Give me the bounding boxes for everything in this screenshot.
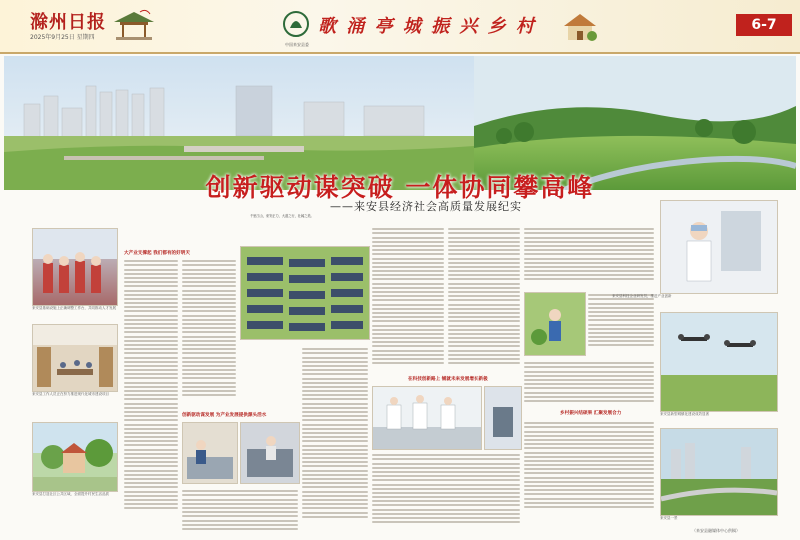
article-text <box>524 420 654 520</box>
photo-lab-tech <box>660 200 778 294</box>
photo-robotics <box>484 386 522 450</box>
section-title: 乡村振兴结硕果 汇聚发展合力 <box>560 411 622 416</box>
article-headline: 创新驱动谋突破 一体协同攀高峰 <box>205 173 595 202</box>
photo-workers <box>182 422 238 484</box>
article-text <box>372 452 520 532</box>
page-number: 6-7 <box>736 14 792 36</box>
paper-name: 滁州日报 <box>30 12 106 33</box>
article-text <box>124 258 178 530</box>
logo-caption: 中国来安县委 <box>285 42 309 47</box>
section-title: 大产业支撑起 我们都有的好明天 <box>124 251 190 256</box>
pavilion-icon <box>110 8 158 42</box>
section-title: 在科技创新路上 铺就未来发展增长新极 <box>408 377 488 382</box>
article-text <box>524 360 654 406</box>
photo-factory <box>240 422 300 484</box>
section-title: 创新驱动谋发展 为产业发展提供源头活水 <box>182 413 267 418</box>
photo-students <box>32 228 118 306</box>
photo-caption: 来安县打造社区公共区域，全面提升村民生活品质 <box>32 492 109 496</box>
photo-caption: 来安县科技企业研发员，推进产业创新 <box>612 294 672 298</box>
photo-drones <box>660 312 778 412</box>
photo-caption: 来安县新型城镇化建设成效显著 <box>660 412 709 416</box>
article-text <box>182 258 236 408</box>
photo-solar-farm <box>240 246 370 340</box>
photo-farmer <box>524 292 586 356</box>
article-text <box>524 226 654 288</box>
house-icon <box>560 10 600 44</box>
county-logo-icon <box>282 10 310 44</box>
photo-lab <box>372 386 482 450</box>
source-credit: （来安县融媒体中心供稿） <box>692 528 740 533</box>
article-subhead: ——来安县经济社会高质量发展纪实 <box>330 200 522 213</box>
masthead <box>0 0 800 54</box>
article-text <box>588 292 654 354</box>
photo-library <box>32 324 118 392</box>
photo-park <box>32 422 118 492</box>
photo-caption: 来安县工作人员正在努力推进现代化城市建设项目 <box>32 392 109 396</box>
photo-highway <box>660 428 778 516</box>
article-text <box>302 346 368 532</box>
article-lead: 千里江山，来安正力，大道之行，壮阔之美。 <box>250 214 314 218</box>
article-text <box>448 226 520 376</box>
article-text <box>372 226 444 376</box>
slogan: 歌 涌 亭 城 振 兴 乡 村 <box>318 16 536 37</box>
photo-caption: 来安县基础设施上正确调整工作台，共同推动人才发展 <box>32 306 116 310</box>
article-text <box>182 488 298 532</box>
photo-caption: 来安县一景 <box>660 516 678 520</box>
paper-date: 2025年9月25日 星期四 <box>30 34 95 41</box>
